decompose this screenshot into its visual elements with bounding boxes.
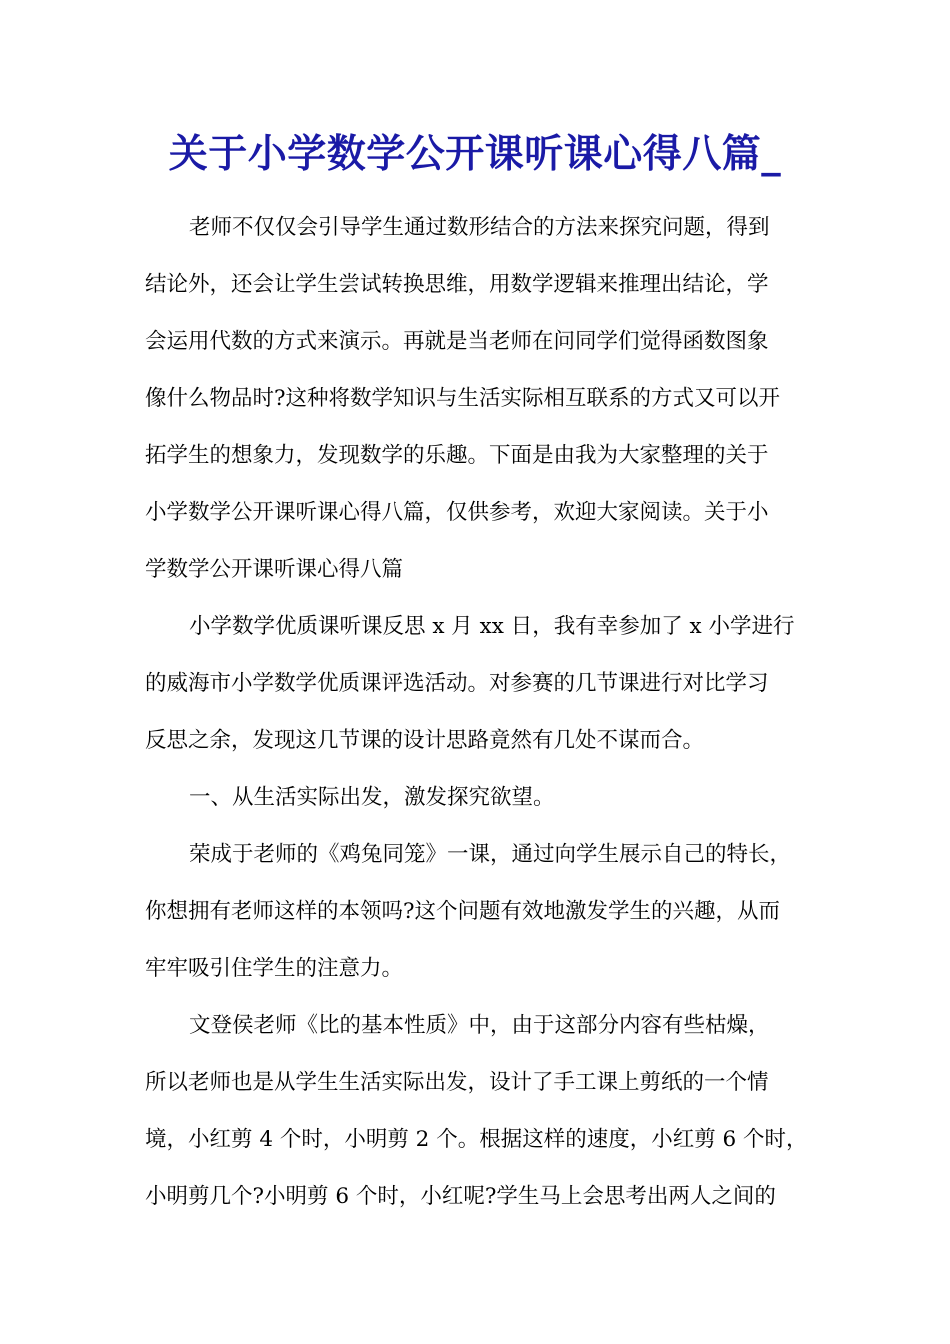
paragraph-line: 会运用代数的方式来演示。再就是当老师在问同学们觉得函数图象 (145, 329, 769, 354)
paragraph-line: 的威海市小学数学优质课评选活动。对参赛的几节课进行对比学习 (145, 671, 769, 696)
paragraph-line: 所以老师也是从学生生活实际出发，设计了手工课上剪纸的一个情 (145, 1070, 769, 1095)
paragraph-line: 像什么物品时?这种将数学知识与生活实际相互联系的方式又可以开 (145, 386, 781, 411)
paragraph-line: 文登侯老师《比的基本性质》中，由于这部分内容有些枯燥， (189, 1013, 770, 1038)
paragraph-line: 学数学公开课听课心得八篇 (145, 557, 404, 582)
paragraph-line: 反思之余，发现这几节课的设计思路竟然有几处不谋而合。 (145, 728, 705, 753)
paragraph-line: 老师不仅仅会引导学生通过数形结合的方法来探究问题，得到 (189, 215, 770, 240)
document-body (145, 199, 807, 1225)
paragraph-line: 你想拥有老师这样的本领吗?这个问题有效地激发学生的兴趣，从而 (145, 899, 781, 924)
paragraph-line: 小学数学优质课听课反思 x 月 xx 日，我有幸参加了 x 小学进行 (189, 614, 795, 639)
paragraph-line: 拓学生的想象力，发现数学的乐趣。下面是由我为大家整理的关于 (145, 443, 769, 468)
paragraph-line: 小学数学公开课听课心得八篇，仅供参考，欢迎大家阅读。关于小 (145, 500, 769, 525)
section-heading: 一、从生活实际出发，激发探究欲望。 (189, 785, 555, 810)
paragraph-line: 小明剪几个?小明剪 6 个时，小红呢?学生马上会思考出两人之间的 (145, 1184, 776, 1209)
paragraph-line: 境，小红剪 4 个时，小明剪 2 个。根据这样的速度，小红剪 6 个时， (145, 1127, 808, 1152)
paragraph-line: 荣成于老师的《鸡兔同笼》一课，通过向学生展示自己的特长， (189, 842, 792, 867)
paragraph-line: 牢牢吸引住学生的注意力。 (145, 956, 404, 981)
paragraph-line: 结论外，还会让学生尝试转换思维，用数学逻辑来推理出结论，学 (145, 272, 769, 297)
document-title: 关于小学数学公开课听课心得八篇_ (168, 131, 782, 177)
